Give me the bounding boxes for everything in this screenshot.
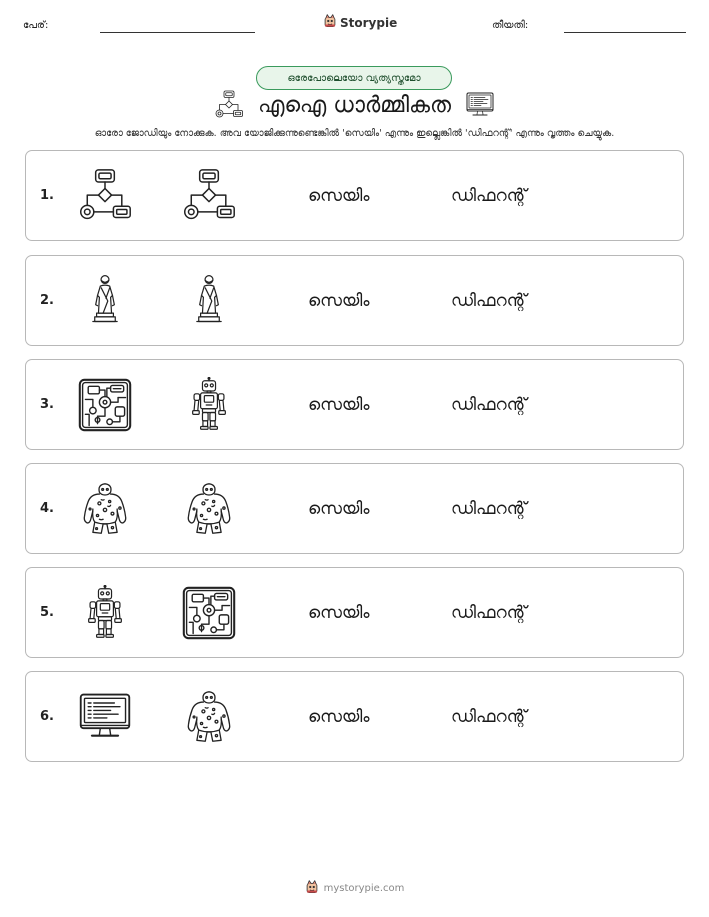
computer-monitor-icon <box>77 689 133 745</box>
golem-icon <box>181 689 237 745</box>
storypie-logo-icon <box>305 880 319 897</box>
golem-icon <box>77 481 133 537</box>
different-option[interactable]: ഡിഫറന്റ് <box>451 602 527 623</box>
flowchart-icon <box>214 90 244 120</box>
question-row <box>25 567 684 658</box>
question-number: 1. <box>40 188 54 203</box>
logo-text: Storypie <box>340 15 398 30</box>
date-field-line[interactable] <box>564 32 686 33</box>
question-number: 4. <box>40 501 54 516</box>
same-option[interactable]: സെയിം <box>308 290 370 311</box>
question-number: 6. <box>40 709 54 724</box>
robot-icon <box>77 585 133 641</box>
robot-icon <box>181 377 237 433</box>
same-option[interactable]: സെയിം <box>308 498 370 519</box>
page-title: എഐ ധാർമ്മികത <box>257 92 452 118</box>
flowchart-icon <box>181 168 237 224</box>
date-label: തീയതി: <box>492 20 529 31</box>
computer-monitor-icon <box>465 90 495 120</box>
same-option[interactable]: സെയിം <box>308 394 370 415</box>
philosopher-statue-icon <box>77 273 133 329</box>
question-row <box>25 150 684 241</box>
same-option[interactable]: സെയിം <box>308 602 370 623</box>
different-option[interactable]: ഡിഫറന്റ് <box>451 290 527 311</box>
philosopher-statue-icon <box>181 273 237 329</box>
circuit-board-icon <box>77 377 133 433</box>
instructions: ഓരോ ജോഡിയും നോക്കുക. അവ യോജിക്കുന്നുണ്ടെങ്കിൽ 'സെയിം' എന്നും ഇല്ലെങ്കിൽ 'ഡിഫറന്റ്' എന്നും വൃത്തം ചെയ്യുക. <box>94 128 615 139</box>
name-label: പേര്: <box>23 20 49 31</box>
question-row <box>25 671 684 762</box>
question-row <box>25 359 684 450</box>
different-option[interactable]: ഡിഫറന്റ് <box>451 394 527 415</box>
worksheet-type-badge: ഒരേപോലെയോ വ്യത്യസ്തമോ <box>256 66 452 90</box>
flowchart-icon <box>77 168 133 224</box>
circuit-board-icon <box>181 585 237 641</box>
question-number: 3. <box>40 397 54 412</box>
question-number: 2. <box>40 293 54 308</box>
footer <box>0 880 709 897</box>
question-row <box>25 255 684 346</box>
footer-site: mystorypie.com <box>323 883 405 894</box>
same-option[interactable]: സെയിം <box>308 185 370 206</box>
different-option[interactable]: ഡിഫറന്റ് <box>451 185 527 206</box>
golem-icon <box>181 481 237 537</box>
title-row <box>0 88 709 122</box>
same-option[interactable]: സെയിം <box>308 706 370 727</box>
different-option[interactable]: ഡിഫറന്റ് <box>451 706 527 727</box>
question-number: 5. <box>40 605 54 620</box>
different-option[interactable]: ഡിഫറന്റ് <box>451 498 527 519</box>
question-row <box>25 463 684 554</box>
storypie-logo <box>323 13 397 32</box>
storypie-logo-icon <box>323 13 337 32</box>
name-field-line[interactable] <box>100 32 255 33</box>
